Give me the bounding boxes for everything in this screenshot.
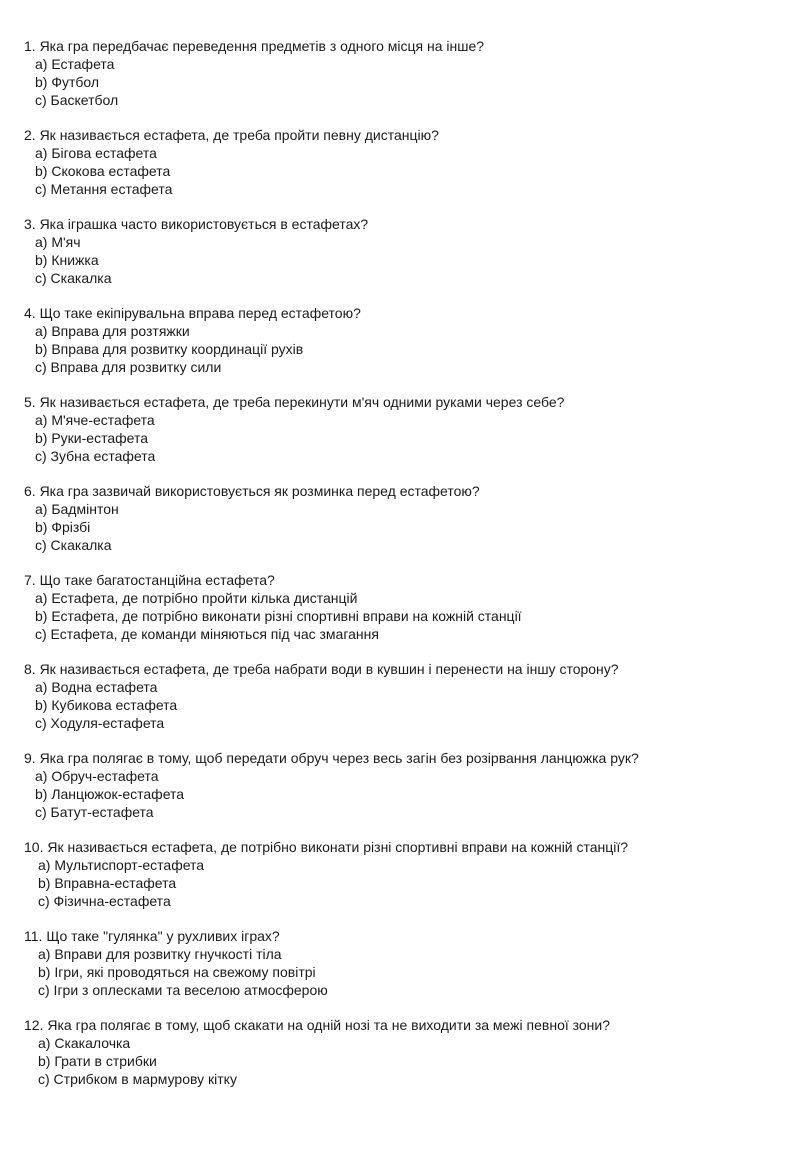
answer-option: b) Ланцюжок-естафета — [35, 786, 185, 802]
answer-option: c) Баскетбол — [35, 92, 119, 108]
answer-option: a) Бігова естафета — [35, 145, 157, 161]
question-text: 12. Яка гра полягає в тому, щоб скакати на одній нозі та не виходити за межі певної зони? — [24, 1017, 611, 1033]
question-text: 3. Яка іграшка часто використовується в естафетах? — [24, 216, 369, 232]
answer-option: a) Естафета — [35, 56, 115, 72]
answer-option: b) Вправна-естафета — [38, 875, 177, 891]
answer-option: b) Естафета, де потрібно виконати різні спортивні вправи на кожній станції — [35, 608, 522, 624]
answer-option: b) Книжка — [35, 252, 99, 268]
answer-option: a) Бадмінтон — [35, 501, 119, 517]
question-block — [24, 304, 794, 376]
answer-option: c) Скакалка — [35, 537, 112, 553]
answer-option: b) Футбол — [35, 74, 100, 90]
answer-option: c) Батут-естафета — [35, 804, 154, 820]
question-block — [24, 1016, 794, 1088]
answer-option: c) Скакалка — [35, 270, 112, 286]
question-block — [24, 482, 794, 554]
answer-options — [24, 856, 794, 910]
question-block — [24, 571, 794, 643]
question-text: 5. Як називається естафета, де треба перекинути м'яч одними руками через себе? — [24, 394, 565, 410]
answer-option: a) М'яч — [35, 234, 81, 250]
answer-options — [24, 1034, 794, 1088]
question-text: 2. Як називається естафета, де треба пройти певну дистанцію? — [24, 127, 439, 143]
question-text: 8. Як називається естафета, де треба набрати води в кувшин і перенести на іншу сторону? — [24, 661, 619, 677]
answer-option: c) Метання естафета — [35, 181, 173, 197]
answer-options — [24, 233, 794, 287]
answer-option: c) Зубна естафета — [35, 448, 156, 464]
answer-options — [24, 500, 794, 554]
answer-option: a) Естафета, де потрібно пройти кілька дистанцій — [35, 590, 358, 606]
answer-option: b) Ігри, які проводяться на свежому повітрі — [38, 964, 316, 980]
answer-option: c) Естафета, де команди міняються під час змагання — [35, 626, 379, 642]
answer-option: c) Ходуля-естафета — [35, 715, 165, 731]
answer-option: a) Мультиспорт-естафета — [38, 857, 205, 873]
answer-option: b) Руки-естафета — [35, 430, 148, 446]
question-block — [24, 126, 794, 198]
answer-options — [24, 144, 794, 198]
answer-options — [24, 767, 794, 821]
answer-option: b) Вправа для розвитку координації рухів — [35, 341, 304, 357]
question-text: 7. Що таке багатостанційна естафета? — [24, 572, 275, 588]
question-text: 1. Яка гра передбачає переведення предметів з одного місця на інше? — [24, 38, 485, 54]
quiz-document — [24, 37, 794, 1105]
answer-option: b) Кубикова естафета — [35, 697, 178, 713]
answer-option: c) Вправа для розвитку сили — [35, 359, 222, 375]
question-block — [24, 927, 794, 999]
answer-options — [24, 55, 794, 109]
question-text: 9. Яка гра полягає в тому, щоб передати обруч через весь загін без розірвання ланцюжка рук? — [24, 750, 639, 766]
answer-option: a) М'яче-естафета — [35, 412, 155, 428]
question-block — [24, 393, 794, 465]
answer-option: c) Фізична-естафета — [38, 893, 171, 909]
question-block — [24, 37, 794, 109]
answer-options — [24, 322, 794, 376]
answer-option: a) Обруч-естафета — [35, 768, 159, 784]
answer-option: c) Стрибком в мармурову кітку — [38, 1071, 237, 1087]
question-block — [24, 749, 794, 821]
answer-options — [24, 411, 794, 465]
answer-options — [24, 945, 794, 999]
answer-option: b) Фрізбі — [35, 519, 91, 535]
question-block — [24, 838, 794, 910]
answer-option: c) Ігри з оплесками та веселою атмосферою — [38, 982, 328, 998]
question-block — [24, 660, 794, 732]
question-text: 10. Як називається естафета, де потрібно виконати різні спортивні вправи на кожній станції? — [24, 839, 629, 855]
answer-option: a) Скакалочка — [38, 1035, 131, 1051]
answer-option: a) Вправа для розтяжки — [35, 323, 190, 339]
question-block — [24, 215, 794, 287]
answer-options — [24, 589, 794, 643]
answer-options — [24, 678, 794, 732]
question-text: 4. Що таке екіпірувальна вправа перед естафетою? — [24, 305, 361, 321]
answer-option: a) Вправи для розвитку гнучкості тіла — [38, 946, 282, 962]
question-text: 6. Яка гра зазвичай використовується як розминка перед естафетою? — [24, 483, 480, 499]
answer-option: b) Грати в стрибки — [38, 1053, 157, 1069]
answer-option: b) Скокова естафета — [35, 163, 171, 179]
answer-option: a) Водна естафета — [35, 679, 158, 695]
question-text: 11. Що таке "гулянка" у рухливих іграх? — [24, 928, 280, 944]
